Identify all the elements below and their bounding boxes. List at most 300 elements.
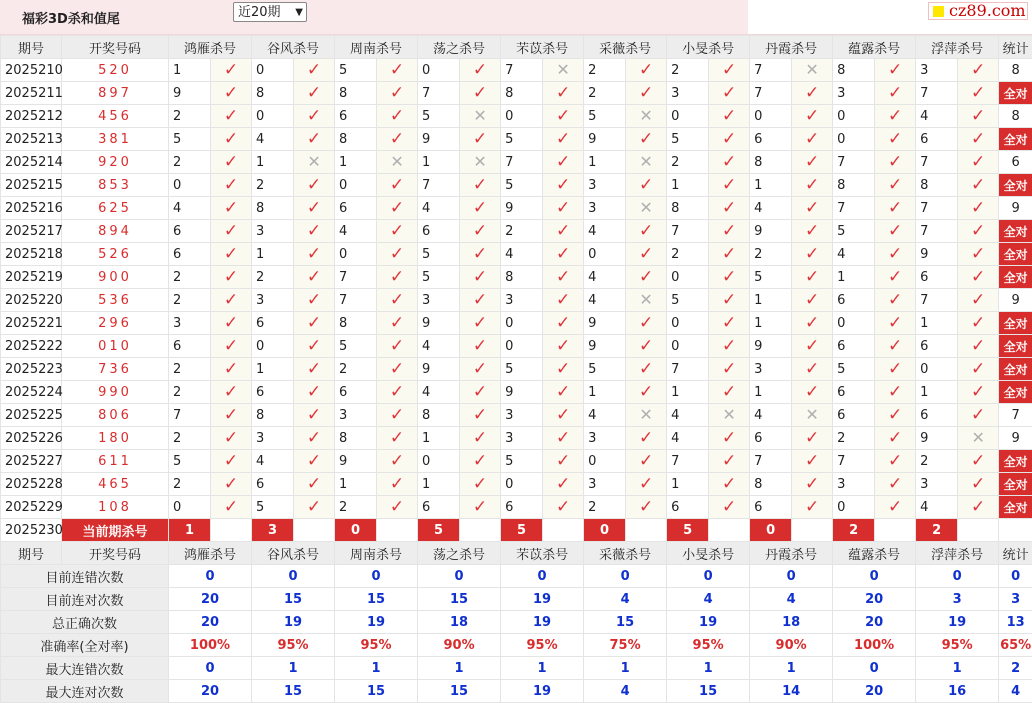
result-cell: [709, 358, 750, 381]
result-cell: [460, 381, 501, 404]
kill-pick-cell: 6: [916, 335, 958, 358]
kill-pick-cell: 1: [584, 381, 626, 404]
kill-pick-cell: 2: [667, 59, 709, 82]
result-cell: [709, 105, 750, 128]
check-icon: ✓: [473, 451, 487, 471]
current-empty-cell: [626, 519, 667, 542]
all-correct-badge: 全对: [999, 128, 1032, 151]
stats-value: 1: [418, 657, 501, 680]
result-cell: [709, 473, 750, 496]
stats-row-label: 最大连对次数: [1, 680, 169, 703]
current-kill-number: 1: [169, 519, 211, 542]
result-cell: [875, 105, 916, 128]
result-cell: [211, 220, 252, 243]
cross-icon: ✕: [639, 405, 652, 424]
kill-pick-cell: 5: [750, 266, 792, 289]
check-icon: ✓: [556, 474, 570, 494]
kill-pick-cell: 0: [916, 358, 958, 381]
stats-value: 0: [335, 565, 418, 588]
kill-pick-cell: 5: [584, 358, 626, 381]
check-icon: ✓: [307, 428, 321, 448]
result-cell: [792, 105, 833, 128]
check-icon: ✓: [888, 198, 902, 218]
check-icon: ✓: [390, 405, 404, 425]
check-icon: ✓: [473, 336, 487, 356]
kill-pick-cell: 1: [418, 473, 460, 496]
kill-pick-cell: 3: [584, 427, 626, 450]
kill-pick-cell: 2: [169, 473, 211, 496]
winning-number-cell: 611: [62, 450, 169, 473]
kill-pick-cell: 7: [833, 197, 875, 220]
kill-pick-cell: 0: [335, 174, 377, 197]
check-icon: ✓: [556, 267, 570, 287]
check-icon: ✓: [473, 359, 487, 379]
result-cell: [792, 312, 833, 335]
stats-value: 4: [667, 588, 750, 611]
bottom-header-row: [1, 542, 1032, 565]
table-row: [1, 243, 1032, 266]
kill-pick-cell: 6: [501, 496, 543, 519]
check-icon: ✓: [805, 198, 819, 218]
kill-pick-cell: 4: [584, 266, 626, 289]
result-cell: [626, 220, 667, 243]
kill-pick-cell: 1: [750, 289, 792, 312]
kill-pick-cell: 8: [750, 473, 792, 496]
stats-value: 15: [418, 588, 501, 611]
result-cell: [709, 404, 750, 427]
stats-value: 20: [833, 680, 916, 703]
kill-pick-cell: 6: [418, 496, 460, 519]
check-icon: ✓: [971, 198, 985, 218]
result-cell: [294, 266, 335, 289]
period-cell: 2025222: [1, 335, 62, 358]
result-cell: [958, 450, 999, 473]
kill-pick-cell: 6: [169, 335, 211, 358]
site-logo[interactable]: [928, 2, 1028, 20]
stats-value: 19: [501, 611, 584, 634]
kill-pick-cell: 8: [667, 197, 709, 220]
check-icon: ✓: [888, 313, 902, 333]
kill-pick-cell: 5: [501, 450, 543, 473]
kill-pick-cell: 5: [335, 59, 377, 82]
result-cell: [958, 174, 999, 197]
result-cell: [543, 289, 584, 312]
cross-icon: ✕: [805, 60, 818, 79]
current-kill-number: 2: [916, 519, 958, 542]
period-cell: 2025226: [1, 427, 62, 450]
all-correct-badge: 全对: [999, 312, 1032, 335]
result-cell: [294, 312, 335, 335]
check-icon: ✓: [307, 60, 321, 80]
check-icon: ✓: [722, 60, 736, 80]
result-cell: [626, 243, 667, 266]
result-cell: [294, 404, 335, 427]
check-icon: ✓: [390, 83, 404, 103]
current-kill-number: 0: [584, 519, 626, 542]
check-icon: ✓: [722, 106, 736, 126]
result-cell: [211, 289, 252, 312]
result-cell: [543, 496, 584, 519]
kill-pick-cell: 1: [169, 59, 211, 82]
stats-value: 100%: [833, 634, 916, 657]
current-kill-number: 0: [750, 519, 792, 542]
current-stat-cell: [999, 519, 1032, 542]
check-icon: ✓: [224, 221, 238, 241]
col-header-expert: 谷风杀号: [252, 542, 335, 565]
page-title: 福彩3D杀和值尾: [22, 8, 120, 27]
stats-value: 1: [501, 657, 584, 680]
kill-pick-cell: 8: [252, 404, 294, 427]
result-cell: [211, 335, 252, 358]
check-icon: ✓: [971, 382, 985, 402]
result-cell: [377, 427, 418, 450]
result-cell: [792, 473, 833, 496]
check-icon: ✓: [722, 175, 736, 195]
kill-pick-cell: 4: [169, 197, 211, 220]
col-header-expert: 浮萍杀号: [916, 542, 999, 565]
stats-value: 90%: [750, 634, 833, 657]
result-cell: [958, 496, 999, 519]
result-cell: [875, 243, 916, 266]
result-cell: [377, 197, 418, 220]
result-cell: [792, 82, 833, 105]
kill-pick-cell: 5: [335, 335, 377, 358]
result-cell: [792, 496, 833, 519]
stats-row: [1, 680, 1032, 703]
kill-pick-cell: 8: [750, 151, 792, 174]
result-cell: [958, 473, 999, 496]
kill-pick-cell: 4: [501, 243, 543, 266]
all-correct-badge: 全对: [999, 335, 1032, 358]
kill-pick-cell: 3: [916, 473, 958, 496]
kill-pick-cell: 7: [750, 59, 792, 82]
kill-pick-cell: 7: [501, 59, 543, 82]
winning-number-cell: 465: [62, 473, 169, 496]
check-icon: ✓: [224, 267, 238, 287]
result-cell: [543, 312, 584, 335]
kill-pick-cell: 3: [252, 289, 294, 312]
stats-value: 0: [169, 657, 252, 680]
check-icon: ✓: [556, 336, 570, 356]
period-cell: 2025219: [1, 266, 62, 289]
result-cell: [709, 496, 750, 519]
table-row: [1, 381, 1032, 404]
result-cell: [626, 105, 667, 128]
result-cell: [543, 358, 584, 381]
result-cell: [211, 450, 252, 473]
check-icon: ✓: [556, 313, 570, 333]
stats-value: 1: [750, 657, 833, 680]
stats-value: 20: [833, 588, 916, 611]
check-icon: ✓: [307, 221, 321, 241]
result-cell: [626, 450, 667, 473]
result-cell: [543, 450, 584, 473]
logo-zone: [748, 0, 1032, 34]
check-icon: ✓: [805, 221, 819, 241]
stats-value: 15: [252, 588, 335, 611]
result-cell: [958, 128, 999, 151]
kill-pick-cell: 0: [169, 496, 211, 519]
check-icon: ✓: [722, 313, 736, 333]
current-empty-cell: [211, 519, 252, 542]
result-cell: [460, 358, 501, 381]
kill-pick-cell: 3: [252, 427, 294, 450]
col-header-expert: 采薇杀号: [584, 542, 667, 565]
kill-pick-cell: 1: [418, 427, 460, 450]
current-empty-cell: [543, 519, 584, 542]
stat-cell: 8: [999, 59, 1032, 82]
kill-pick-cell: 2: [667, 151, 709, 174]
stats-value: 1: [916, 657, 999, 680]
table-row: [1, 82, 1032, 105]
table-row: [1, 105, 1032, 128]
table-row: [1, 174, 1032, 197]
check-icon: ✓: [473, 244, 487, 264]
period-cell: 2025211: [1, 82, 62, 105]
result-cell: [377, 266, 418, 289]
check-icon: ✓: [473, 382, 487, 402]
check-icon: ✓: [390, 313, 404, 333]
stats-value: 14: [750, 680, 833, 703]
current-period-row: [1, 519, 1032, 542]
result-cell: [294, 450, 335, 473]
result-cell: [211, 197, 252, 220]
stats-value: 19: [501, 680, 584, 703]
period-cell: 2025221: [1, 312, 62, 335]
kill-pick-cell: 1: [667, 381, 709, 404]
kill-pick-cell: 2: [169, 105, 211, 128]
kill-pick-cell: 6: [335, 105, 377, 128]
result-cell: [958, 381, 999, 404]
kill-pick-cell: 6: [750, 128, 792, 151]
check-icon: ✓: [307, 198, 321, 218]
stat-cell: 9: [999, 427, 1032, 450]
col-header-expert: 鸿雁杀号: [169, 36, 252, 59]
result-cell: [958, 197, 999, 220]
result-cell: [958, 82, 999, 105]
current-period-cell: 2025230: [1, 519, 62, 542]
col-header-expert: 周南杀号: [335, 542, 418, 565]
result-cell: [377, 404, 418, 427]
kill-pick-cell: 6: [252, 381, 294, 404]
check-icon: ✓: [722, 221, 736, 241]
result-cell: [875, 289, 916, 312]
kill-pick-cell: 9: [916, 243, 958, 266]
check-icon: ✓: [390, 474, 404, 494]
kill-pick-cell: 7: [916, 197, 958, 220]
stats-value: 95%: [335, 634, 418, 657]
stat-cell: 9: [999, 289, 1032, 312]
kill-pick-cell: 0: [833, 496, 875, 519]
check-icon: ✓: [888, 106, 902, 126]
current-kill-number: 0: [335, 519, 377, 542]
winning-number-cell: 108: [62, 496, 169, 519]
winning-number-cell: 853: [62, 174, 169, 197]
check-icon: ✓: [390, 198, 404, 218]
check-icon: ✓: [639, 83, 653, 103]
col-header-expert: 荡之杀号: [418, 542, 501, 565]
result-cell: [460, 220, 501, 243]
winning-number-cell: 180: [62, 427, 169, 450]
result-cell: [543, 128, 584, 151]
col-header-period: 期号: [1, 542, 62, 565]
result-cell: [460, 82, 501, 105]
period-cell: 2025216: [1, 197, 62, 220]
kill-pick-cell: 2: [584, 82, 626, 105]
result-cell: [460, 312, 501, 335]
result-cell: [875, 174, 916, 197]
check-icon: ✓: [390, 267, 404, 287]
result-cell: [958, 335, 999, 358]
stats-value: 15: [584, 611, 667, 634]
check-icon: ✓: [556, 244, 570, 264]
result-cell: [377, 450, 418, 473]
result-cell: [958, 243, 999, 266]
kill-pick-cell: 9: [418, 128, 460, 151]
stat-cell: 9: [999, 197, 1032, 220]
result-cell: [709, 128, 750, 151]
result-cell: [460, 197, 501, 220]
stats-value: 0: [418, 565, 501, 588]
kill-pick-cell: 0: [667, 335, 709, 358]
stats-value: 19: [335, 611, 418, 634]
kill-pick-cell: 1: [584, 151, 626, 174]
result-cell: [211, 174, 252, 197]
kill-pick-cell: 1: [667, 473, 709, 496]
kill-pick-cell: 2: [169, 358, 211, 381]
kill-pick-cell: 6: [833, 404, 875, 427]
result-cell: [211, 358, 252, 381]
table-row: [1, 197, 1032, 220]
cross-icon: ✕: [971, 428, 984, 447]
stats-value: 100%: [169, 634, 252, 657]
result-cell: [377, 473, 418, 496]
check-icon: ✓: [473, 290, 487, 310]
stats-value: 15: [667, 680, 750, 703]
result-cell: [460, 174, 501, 197]
table-row: [1, 289, 1032, 312]
result-cell: [294, 59, 335, 82]
result-cell: [460, 59, 501, 82]
result-cell: [875, 128, 916, 151]
kill-pick-cell: 2: [169, 427, 211, 450]
kill-pick-cell: 0: [252, 59, 294, 82]
kill-pick-cell: 5: [667, 128, 709, 151]
result-cell: [294, 381, 335, 404]
kill-pick-cell: 2: [335, 496, 377, 519]
period-cell: 2025214: [1, 151, 62, 174]
period-select[interactable]: [233, 2, 307, 22]
stats-row-label: 总正确次数: [1, 611, 169, 634]
result-cell: [792, 128, 833, 151]
result-cell: [377, 358, 418, 381]
result-cell: [709, 312, 750, 335]
result-cell: [626, 496, 667, 519]
result-cell: [709, 243, 750, 266]
kill-pick-cell: 1: [750, 381, 792, 404]
kill-pick-cell: 9: [584, 312, 626, 335]
col-header-expert: 蕴露杀号: [833, 542, 916, 565]
check-icon: ✓: [307, 129, 321, 149]
check-icon: ✓: [473, 428, 487, 448]
check-icon: ✓: [307, 244, 321, 264]
period-cell: 2025229: [1, 496, 62, 519]
check-icon: ✓: [224, 451, 238, 471]
result-cell: [958, 312, 999, 335]
check-icon: ✓: [224, 152, 238, 172]
stats-value: 0: [750, 565, 833, 588]
kill-pick-cell: 4: [750, 197, 792, 220]
kill-pick-cell: 7: [916, 220, 958, 243]
result-cell: [211, 82, 252, 105]
table-row: [1, 335, 1032, 358]
kill-pick-cell: 0: [833, 105, 875, 128]
kill-pick-cell: 1: [750, 312, 792, 335]
check-icon: ✓: [888, 474, 902, 494]
stat-cell: 7: [999, 404, 1032, 427]
result-cell: [294, 82, 335, 105]
table-row: [1, 312, 1032, 335]
check-icon: ✓: [556, 382, 570, 402]
kill-pick-cell: 7: [169, 404, 211, 427]
stats-value: 0: [252, 565, 335, 588]
kill-pick-cell: 4: [584, 289, 626, 312]
winning-number-cell: 736: [62, 358, 169, 381]
result-cell: [709, 197, 750, 220]
all-correct-badge: 全对: [999, 174, 1032, 197]
check-icon: ✓: [888, 244, 902, 264]
kill-pick-cell: 4: [833, 243, 875, 266]
check-icon: ✓: [390, 290, 404, 310]
period-select-value: 近20期: [238, 5, 281, 20]
kill-pick-cell: 0: [667, 312, 709, 335]
top-header-row: [1, 36, 1032, 59]
check-icon: ✓: [639, 267, 653, 287]
kill-pick-cell: 2: [252, 174, 294, 197]
current-kill-number: 3: [252, 519, 294, 542]
col-header-expert: 采薇杀号: [584, 36, 667, 59]
check-icon: ✓: [888, 290, 902, 310]
check-icon: ✓: [971, 106, 985, 126]
cross-icon: ✕: [556, 60, 569, 79]
result-cell: [294, 358, 335, 381]
table-row: [1, 266, 1032, 289]
check-icon: ✓: [224, 382, 238, 402]
stats-value: 19: [501, 588, 584, 611]
result-cell: [626, 266, 667, 289]
check-icon: ✓: [639, 382, 653, 402]
check-icon: ✓: [805, 244, 819, 264]
kill-pick-cell: 5: [584, 105, 626, 128]
cross-icon: ✕: [473, 152, 486, 171]
check-icon: ✓: [639, 474, 653, 494]
kill-pick-cell: 6: [750, 496, 792, 519]
table-row: [1, 59, 1032, 82]
kill-pick-cell: 0: [750, 105, 792, 128]
result-cell: [626, 473, 667, 496]
result-cell: [958, 220, 999, 243]
current-empty-cell: [377, 519, 418, 542]
stats-row: [1, 565, 1032, 588]
check-icon: ✓: [224, 313, 238, 333]
check-icon: ✓: [556, 405, 570, 425]
result-cell: [792, 450, 833, 473]
kill-pick-cell: 2: [833, 427, 875, 450]
check-icon: ✓: [888, 175, 902, 195]
kill-pick-cell: 0: [833, 312, 875, 335]
kill-pick-cell: 2: [169, 266, 211, 289]
kill-pick-cell: 3: [501, 404, 543, 427]
